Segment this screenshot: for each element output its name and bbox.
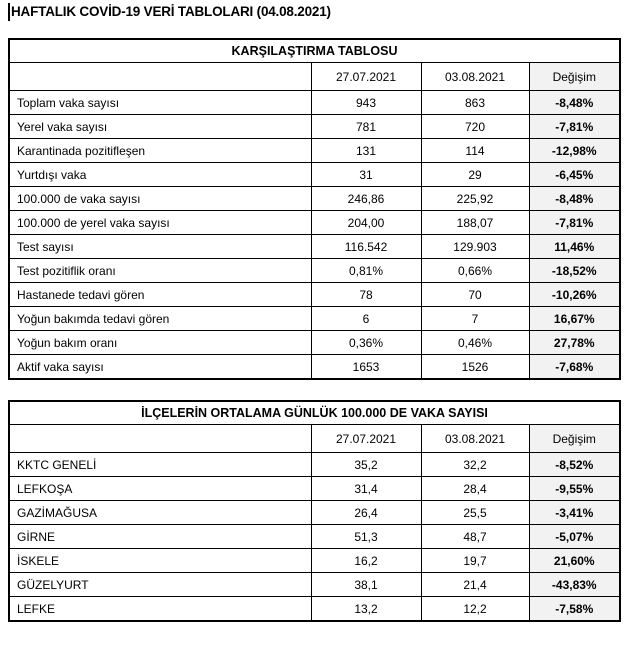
row-label: LEFKOŞA <box>9 477 311 501</box>
table-row <box>9 453 620 477</box>
col-header-date2: 03.08.2021 <box>421 63 529 91</box>
table-row <box>9 501 620 525</box>
table-row <box>9 259 620 283</box>
value-change: -6,45% <box>529 163 620 187</box>
value-date1: 35,2 <box>311 453 421 477</box>
value-date2: 7 <box>421 307 529 331</box>
value-date1: 16,2 <box>311 549 421 573</box>
table-row <box>9 597 620 622</box>
value-change: -8,52% <box>529 453 620 477</box>
table-title-row <box>9 401 620 425</box>
col-header-date1: 27.07.2021 <box>311 425 421 453</box>
value-change: -3,41% <box>529 501 620 525</box>
table-row <box>9 163 620 187</box>
value-change: -7,58% <box>529 597 620 622</box>
table-title: İLÇELERİN ORTALAMA GÜNLÜK 100.000 DE VAKA SAYISI <box>9 401 620 425</box>
value-date1: 31,4 <box>311 477 421 501</box>
table-row <box>9 91 620 115</box>
table-row <box>9 187 620 211</box>
row-label: Test pozitiflik oranı <box>9 259 311 283</box>
value-date1: 246,86 <box>311 187 421 211</box>
row-label: GAZİMAĞUSA <box>9 501 311 525</box>
table-row <box>9 211 620 235</box>
value-change: 21,60% <box>529 549 620 573</box>
row-label: Yoğun bakım oranı <box>9 331 311 355</box>
col-header-date1: 27.07.2021 <box>311 63 421 91</box>
value-date2: 1526 <box>421 355 529 380</box>
table-row <box>9 115 620 139</box>
table-row <box>9 355 620 380</box>
value-date1: 6 <box>311 307 421 331</box>
value-change: -9,55% <box>529 477 620 501</box>
row-label: Yurtdışı vaka <box>9 163 311 187</box>
value-date1: 131 <box>311 139 421 163</box>
row-label: 100.000 de yerel vaka sayısı <box>9 211 311 235</box>
value-date1: 0,36% <box>311 331 421 355</box>
value-date1: 31 <box>311 163 421 187</box>
table-row <box>9 477 620 501</box>
value-change: 16,67% <box>529 307 620 331</box>
col-header-empty <box>9 425 311 453</box>
comparison-table <box>8 38 621 380</box>
table-row <box>9 235 620 259</box>
table-header-row <box>9 425 620 453</box>
value-change: -12,98% <box>529 139 620 163</box>
value-date1: 13,2 <box>311 597 421 622</box>
value-change: -5,07% <box>529 525 620 549</box>
table-title-row <box>9 39 620 63</box>
row-label: GÜZELYURT <box>9 573 311 597</box>
value-change: -10,26% <box>529 283 620 307</box>
page-title: HAFTALIK COVİD-19 VERİ TABLOLARI (04.08.2021) <box>11 4 331 19</box>
value-change: -18,52% <box>529 259 620 283</box>
value-date2: 19,7 <box>421 549 529 573</box>
row-label: LEFKE <box>9 597 311 622</box>
value-change: 11,46% <box>529 235 620 259</box>
value-date2: 0,66% <box>421 259 529 283</box>
value-date1: 1653 <box>311 355 421 380</box>
row-label: 100.000 de vaka sayısı <box>9 187 311 211</box>
value-date2: 225,92 <box>421 187 529 211</box>
row-label: KKTC GENELİ <box>9 453 311 477</box>
col-header-empty <box>9 63 311 91</box>
row-label: Yoğun bakımda tedavi gören <box>9 307 311 331</box>
value-date1: 781 <box>311 115 421 139</box>
value-date2: 720 <box>421 115 529 139</box>
value-date2: 21,4 <box>421 573 529 597</box>
text-cursor <box>8 3 10 21</box>
district-table <box>8 400 621 622</box>
value-date1: 38,1 <box>311 573 421 597</box>
value-date1: 116.542 <box>311 235 421 259</box>
value-date1: 204,00 <box>311 211 421 235</box>
value-date2: 188,07 <box>421 211 529 235</box>
value-date2: 863 <box>421 91 529 115</box>
value-change: -8,48% <box>529 187 620 211</box>
row-label: Toplam vaka sayısı <box>9 91 311 115</box>
row-label: Yerel vaka sayısı <box>9 115 311 139</box>
col-header-date2: 03.08.2021 <box>421 425 529 453</box>
value-date1: 51,3 <box>311 525 421 549</box>
table-row <box>9 549 620 573</box>
value-date2: 25,5 <box>421 501 529 525</box>
table-header-row <box>9 63 620 91</box>
value-change: -7,81% <box>529 211 620 235</box>
value-date2: 12,2 <box>421 597 529 622</box>
value-change: -7,68% <box>529 355 620 380</box>
col-header-change: Değişim <box>529 425 620 453</box>
table-row <box>9 525 620 549</box>
table-row <box>9 139 620 163</box>
value-date1: 0,81% <box>311 259 421 283</box>
table-row <box>9 283 620 307</box>
row-label: Aktif vaka sayısı <box>9 355 311 380</box>
table-title: KARŞILAŞTIRMA TABLOSU <box>9 39 620 63</box>
value-date2: 70 <box>421 283 529 307</box>
value-date1: 26,4 <box>311 501 421 525</box>
table-row <box>9 573 620 597</box>
value-change: 27,78% <box>529 331 620 355</box>
row-label: Karantinada pozitifleşen <box>9 139 311 163</box>
value-date2: 29 <box>421 163 529 187</box>
value-date2: 28,4 <box>421 477 529 501</box>
col-header-change: Değişim <box>529 63 620 91</box>
value-date2: 48,7 <box>421 525 529 549</box>
row-label: İSKELE <box>9 549 311 573</box>
row-label: Hastanede tedavi gören <box>9 283 311 307</box>
value-date2: 32,2 <box>421 453 529 477</box>
row-label: GİRNE <box>9 525 311 549</box>
value-change: -7,81% <box>529 115 620 139</box>
value-date1: 943 <box>311 91 421 115</box>
table-row <box>9 307 620 331</box>
table-row <box>9 331 620 355</box>
value-date1: 78 <box>311 283 421 307</box>
value-date2: 129.903 <box>421 235 529 259</box>
value-change: -43,83% <box>529 573 620 597</box>
row-label: Test sayısı <box>9 235 311 259</box>
value-change: -8,48% <box>529 91 620 115</box>
value-date2: 0,46% <box>421 331 529 355</box>
value-date2: 114 <box>421 139 529 163</box>
